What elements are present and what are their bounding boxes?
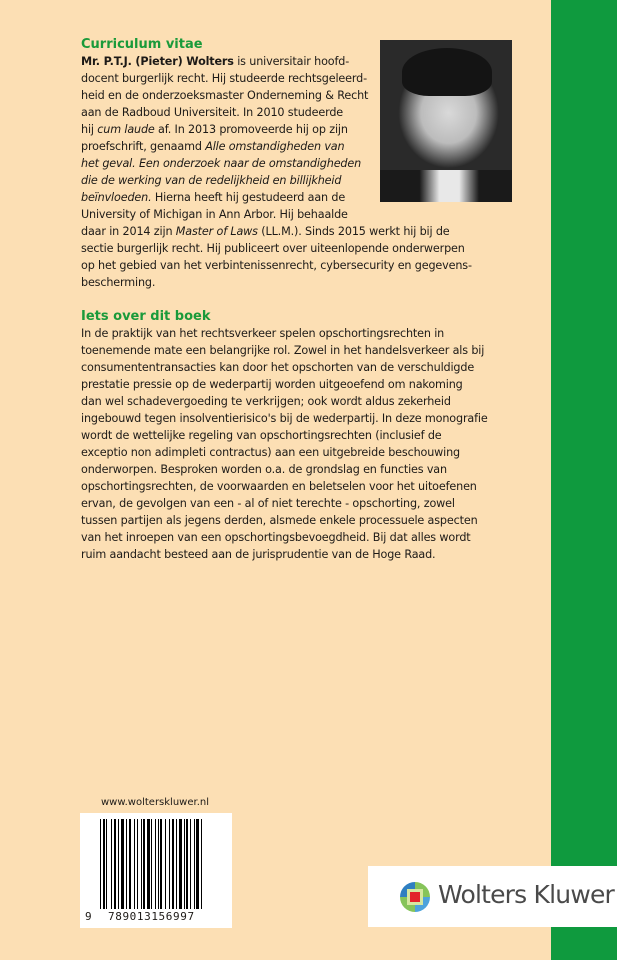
barcode-bar [190,819,191,909]
text-segment: In de praktijk van het rechtsverkeer spelen opschortingsrechten in [81,327,445,340]
barcode-bar [100,819,101,909]
text-segment: ruim aandacht besteed aan de jurisprudentie van de Hoge Raad. [81,548,436,561]
text-line [81,529,488,546]
barcode-bar [106,819,107,909]
text-line [81,325,488,342]
text-segment: Hierna heeft hij gestudeerd aan de [151,191,346,204]
text-segment: wordt de wettelijke regeling van opschortingsrechten (inclusief de [81,429,442,442]
barcode-bar [126,819,127,909]
text-segment: docent burgerlijk recht. Hij studeerde rechtsgeleerd- [81,72,367,85]
publisher-logo [368,866,617,927]
book-heading: Iets over dit boek [81,309,211,324]
text-segment: University of Michigan in Ann Arbor. Hij behaalde [81,208,348,221]
publisher-url[interactable]: www.wolterskluwer.nl [101,797,209,808]
text-line [81,495,488,512]
barcode-bar [151,819,152,909]
text-segment: bescherming. [81,276,156,289]
text-segment: van het inroepen van een opschortingsbevoegdheid. Bij dat alles wordt [81,531,471,544]
barcode-bars [100,819,224,909]
text-line [81,342,488,359]
barcode-bar [143,819,145,909]
text-segment: hij [81,123,98,136]
barcode-bar [134,819,135,909]
isbn-first-digit: 9 [85,910,92,923]
text-segment: prestatie pressie op de wederpartij worden uitgeoefend om nakoming [81,378,463,391]
green-spine-strip [551,0,617,960]
barcode-bar [118,819,119,909]
text-segment: is universitair hoofd- [233,55,350,68]
text-segment: cum laude [97,123,155,136]
barcode-bar [194,819,195,909]
text-segment: ervan, de gevolgen van een - al of niet terechte - opschorting, zowel [81,497,455,510]
barcode-bar [172,819,174,909]
text-segment: op het gebied van het verbintenissenrecht, cybersecurity en gegevens- [81,259,472,272]
text-segment: aan de Radboud Universiteit. In 2010 studeerde [81,106,344,119]
text-line [81,223,472,240]
text-line [81,359,488,376]
book-description [81,325,488,563]
cv-heading: Curriculum vitae [81,37,203,52]
barcode-bar [147,819,150,909]
text-line [81,240,472,257]
author-photo [380,40,512,202]
text-segment: exceptio non adimpleti contractus) aan een uitgebreide beschouwing [81,446,461,459]
barcode-bar [158,819,159,909]
text-segment: beïnvloeden. [81,191,152,204]
text-segment: daar in 2014 zijn [81,225,176,238]
barcode-bar [121,819,124,909]
barcode-bar [176,819,177,909]
barcode-bar [160,819,162,909]
text-segment: Alle omstandigheden van [205,140,345,153]
barcode-bar [184,819,185,909]
text-segment: Mr. P.T.J. (Pieter) Wolters [81,55,234,68]
text-line [81,376,488,393]
barcode-bar [141,819,142,909]
barcode-bar [165,819,166,909]
text-segment: toenemende mate een belangrijke rol. Zowel in het handelsverkeer als bij [81,344,485,357]
text-line [81,410,488,427]
barcode-bar [155,819,156,909]
wolters-kluwer-logo-icon [400,882,430,912]
barcode-bar [137,819,138,909]
text-segment: heid en de onderzoeksmaster Onderneming & Recht [81,89,369,102]
isbn-barcode [80,813,232,928]
text-line [81,427,488,444]
text-segment: onderworpen. Besproken worden o.a. de grondslag en functies van [81,463,447,476]
text-line [81,444,488,461]
barcode-bar [179,819,182,909]
text-line [81,461,488,478]
text-line [81,206,472,223]
text-segment: opschortingsrechten, de voorwaarden en beletselen voor het uitoefenen [81,480,477,493]
text-segment: die de werking van de redelijkheid en billijkheid [81,174,342,187]
text-line [81,478,488,495]
barcode-bar [169,819,170,909]
text-segment: tussen partijen als jegens derden, alsmede enkele processuele aspecten [81,514,478,527]
text-line [81,393,488,410]
publisher-name: Wolters Kluwer [438,880,615,909]
text-line [81,512,488,529]
barcode-bar [196,819,199,909]
text-segment: (LL.M.). Sinds 2015 werkt hij bij de [257,225,450,238]
text-segment: dan wel schadevergoeding te verkrijgen; ook wordt aldus zekerheid [81,395,451,408]
text-line [81,257,472,274]
barcode-bar [201,819,202,909]
text-segment: af. In 2013 promoveerde hij op zijn [154,123,348,136]
barcode-bar [129,819,131,909]
text-line [81,274,472,291]
text-segment: ingebouwd tegen insolventierisico's bij de wederpartij. In deze monografie [81,412,488,425]
text-segment: Master of Laws [175,225,258,238]
isbn-digits: 789013156997 [108,910,195,923]
barcode-bar [186,819,188,909]
text-segment: proefschrift, genaamd [81,140,206,153]
barcode-bar [111,819,112,909]
barcode-bar [103,819,105,909]
text-line [81,546,488,563]
text-segment: consumententransacties kan door het opschorten van de verschuldigde [81,361,475,374]
barcode-bar [114,819,116,909]
text-segment: sectie burgerlijk recht. Hij publiceert over uiteenlopende onderwerpen [81,242,465,255]
text-segment: het geval. Een onderzoek naar de omstandigheden [81,157,362,170]
